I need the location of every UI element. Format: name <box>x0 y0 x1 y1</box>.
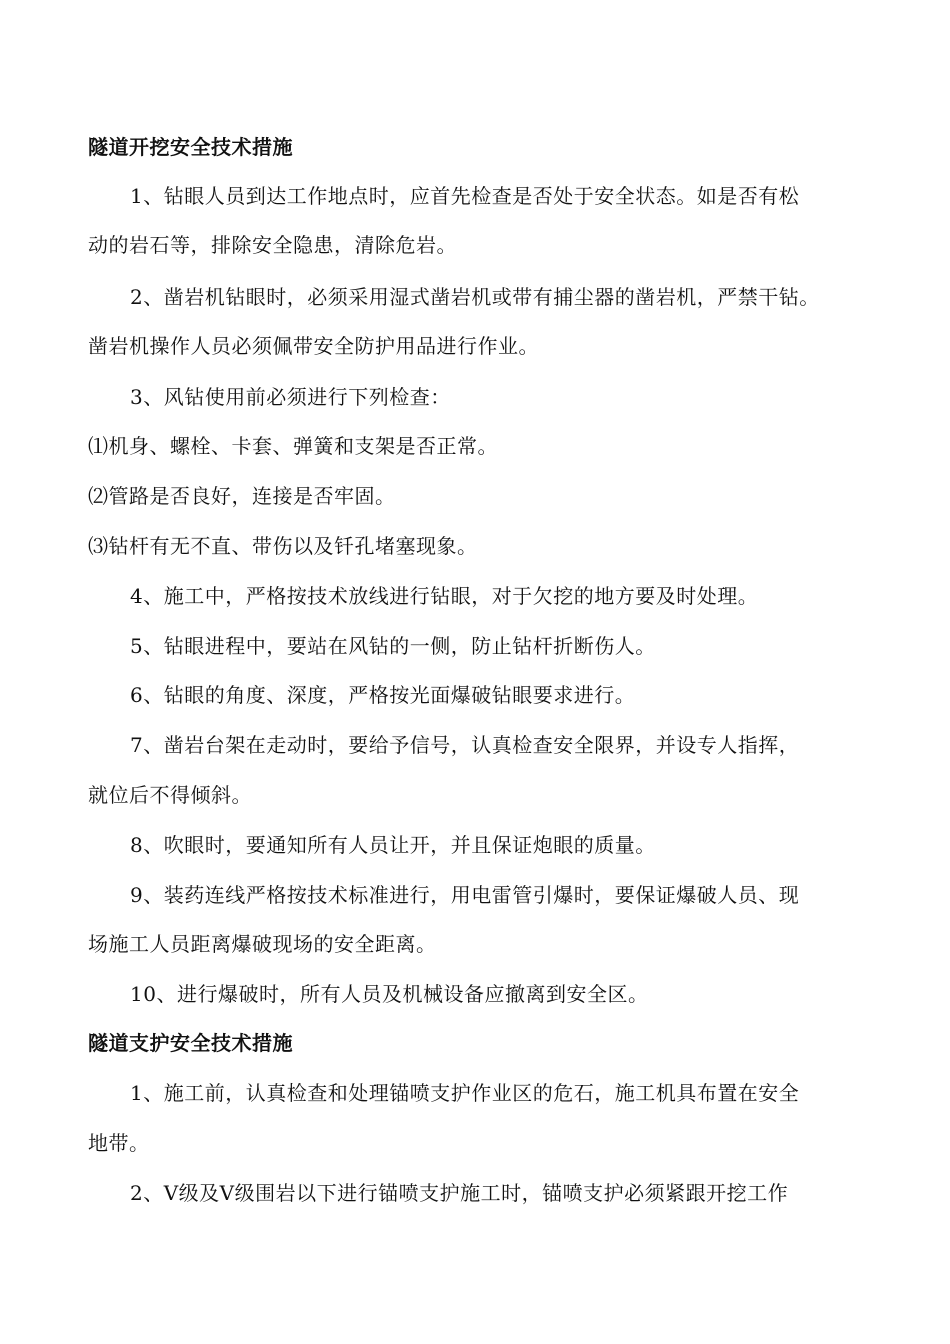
paragraph-line: 凿岩机操作人员必须佩带安全防护用品进行作业。 <box>88 334 539 358</box>
section-heading-support: 隧道支护安全技术措施 <box>88 1031 293 1055</box>
paragraph-line: 6、钻眼的角度、深度，严格按光面爆破钻眼要求进行。 <box>130 683 636 707</box>
paragraph-line: 4、施工中，严格按技术放线进行钻眼，对于欠挖的地方要及时处理。 <box>130 584 759 608</box>
paragraph-line: 1、钻眼人员到达工作地点时，应首先检查是否处于安全状态。如是否有松 <box>130 184 800 208</box>
paragraph-line: 地带。 <box>88 1131 150 1155</box>
paragraph-line: ⑴机身、螺栓、卡套、弹簧和支架是否正常。 <box>88 434 498 458</box>
paragraph-line: 9、装药连线严格按技术标准进行，用电雷管引爆时，要保证爆破人员、现 <box>130 883 800 907</box>
section-heading-excavation: 隧道开挖安全技术措施 <box>88 135 293 159</box>
paragraph-line: ⑵管路是否良好，连接是否牢固。 <box>88 484 396 508</box>
paragraph-line: 5、钻眼进程中，要站在风钻的一侧，防止钻杆折断伤人。 <box>130 634 656 658</box>
paragraph-line: 动的岩石等，排除安全隐患，清除危岩。 <box>88 233 457 257</box>
paragraph-line: 8、吹眼时，要通知所有人员让开，并且保证炮眼的质量。 <box>130 833 656 857</box>
paragraph-line: ⑶钻杆有无不直、带伤以及钎孔堵塞现象。 <box>88 534 478 558</box>
paragraph-line: 7、凿岩台架在走动时，要给予信号，认真检查安全限界，并设专人指挥， <box>130 733 800 757</box>
paragraph-line: 2、Ⅴ级及Ⅴ级围岩以下进行锚喷支护施工时，锚喷支护必须紧跟开挖工作 <box>130 1181 789 1205</box>
paragraph-line: 10、进行爆破时，所有人员及机械设备应撤离到安全区。 <box>130 982 649 1006</box>
paragraph-line: 3、风钻使用前必须进行下列检查： <box>130 385 451 409</box>
paragraph-line: 场施工人员距离爆破现场的安全距离。 <box>88 932 437 956</box>
paragraph-line: 1、施工前，认真检查和处理锚喷支护作业区的危石，施工机具布置在安全 <box>130 1081 800 1105</box>
paragraph-line: 2、凿岩机钻眼时，必须采用湿式凿岩机或带有捕尘器的凿岩机，严禁干钻。 <box>130 285 820 309</box>
paragraph-line: 就位后不得倾斜。 <box>88 783 252 807</box>
